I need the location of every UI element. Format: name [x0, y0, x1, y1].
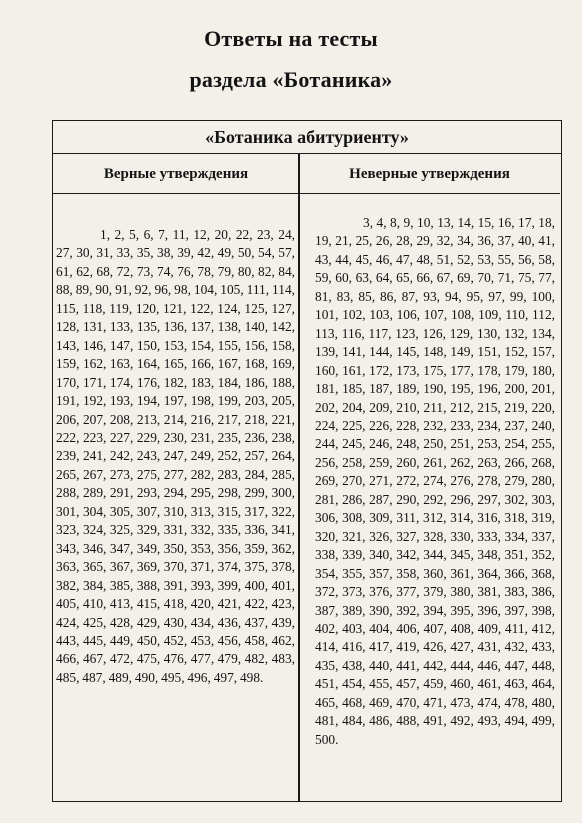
page-title-line-1: Ответы на тесты	[204, 26, 378, 51]
column-divider	[298, 154, 300, 801]
incorrect-answers-list: 3, 4, 8, 9, 10, 13, 14, 15, 16, 17, 18, 19, 21, 25, 26, 28, 29, 32, 34, 36, 37, 40, 41, 43, 44, 45, 46, 47, 48, 51, 52, 53, 55, 56, 58, 59, 60, 63, 64, 65, 66, 67, 69, 70, 71, 75, 77, 81, 83, 85, 86, 87, 93, 94, 95, 97, 99, 100, 101, 102, 103, 106, 107, 108, 109, 110, 112, 113, 116, 117, 123, 126, 129, 130, 132, 134, 139, 141, 144, 145, 148, 149, 151, 152, 157, 160, 161, 172, 173, 175, 177, 178, 179, 180, 181, 185, 187, 189, 190, 195, 196, 200, 201, 202, 204, 209, 210, 211, 212, 215, 219, 220, 224, 225, 226, 228, 232, 233, 234, 237, 240, 244, 245, 246, 248, 250, 251, 253, 254, 255, 256, 258, 259, 260, 261, 262, 263, 266, 268, 269, 270, 271, 272, 274, 276, 278, 279, 280, 281, 286, 287, 290, 292, 296, 297, 302, 303, 306, 308, 309, 311, 312, 314, 316, 318, 319, 320, 321, 326, 327, 328, 330, 333, 334, 337, 338, 339, 340, 342, 344, 345, 348, 351, 352, 354, 355, 357, 358, 360, 361, 364, 366, 368, 372, 373, 376, 377, 379, 380, 381, 383, 386, 387, 389, 390, 392, 394, 395, 396, 397, 398, 402, 403, 404, 406, 407, 408, 409, 411, 412, 414, 416, 417, 419, 426, 427, 431, 432, 433, 435, 438, 440, 441, 442, 444, 446, 447, 448, 451, 454, 455, 457, 459, 460, 461, 463, 464, 465, 468, 469, 470, 471, 473, 474, 478, 480, 481, 484, 486, 488, 491, 492, 493, 494, 499, 500.	[315, 215, 555, 747]
column-header-incorrect: Неверные утверждения	[299, 154, 560, 194]
answers-table	[52, 120, 562, 802]
correct-answers-list: 1, 2, 5, 6, 7, 11, 12, 20, 22, 23, 24, 27, 30, 31, 33, 35, 38, 39, 42, 49, 50, 54, 57, 61, 62, 68, 72, 73, 74, 76, 78, 79, 80, 82, 84, 88, 89, 90, 91, 92, 96, 98, 104, 105, 111, 114, 115, 118, 119, 120, 121, 122, 124, 125, 127, 128, 131, 133, 135, 136, 137, 138, 140, 142, 143, 146, 147, 150, 153, 154, 155, 156, 158, 159, 162, 163, 164, 165, 166, 167, 168, 169, 170, 171, 174, 176, 182, 183, 184, 186, 188, 191, 192, 193, 194, 197, 198, 199, 203, 205, 206, 207, 208, 213, 214, 216, 217, 218, 221, 222, 223, 227, 229, 230, 231, 235, 236, 238, 239, 241, 242, 243, 247, 249, 252, 257, 264, 265, 267, 273, 275, 277, 282, 283, 284, 285, 288, 289, 291, 293, 294, 295, 298, 299, 300, 301, 304, 305, 307, 310, 313, 315, 317, 322, 323, 324, 325, 329, 331, 332, 335, 336, 341, 343, 346, 347, 349, 350, 353, 356, 359, 362, 363, 365, 367, 369, 370, 371, 374, 375, 378, 382, 384, 385, 388, 391, 393, 399, 400, 401, 405, 410, 413, 415, 418, 420, 421, 422, 423, 424, 425, 428, 429, 430, 434, 436, 437, 439, 443, 445, 449, 450, 452, 453, 456, 458, 462, 466, 467, 472, 475, 476, 477, 479, 482, 483, 485, 487, 489, 490, 495, 496, 497, 498.	[56, 227, 295, 685]
page-title-line-2: раздела «Ботаника»	[189, 67, 393, 92]
column-header-correct: Верные утверждения	[53, 154, 299, 194]
table-heading: «Ботаника абитуриенту»	[53, 121, 561, 154]
